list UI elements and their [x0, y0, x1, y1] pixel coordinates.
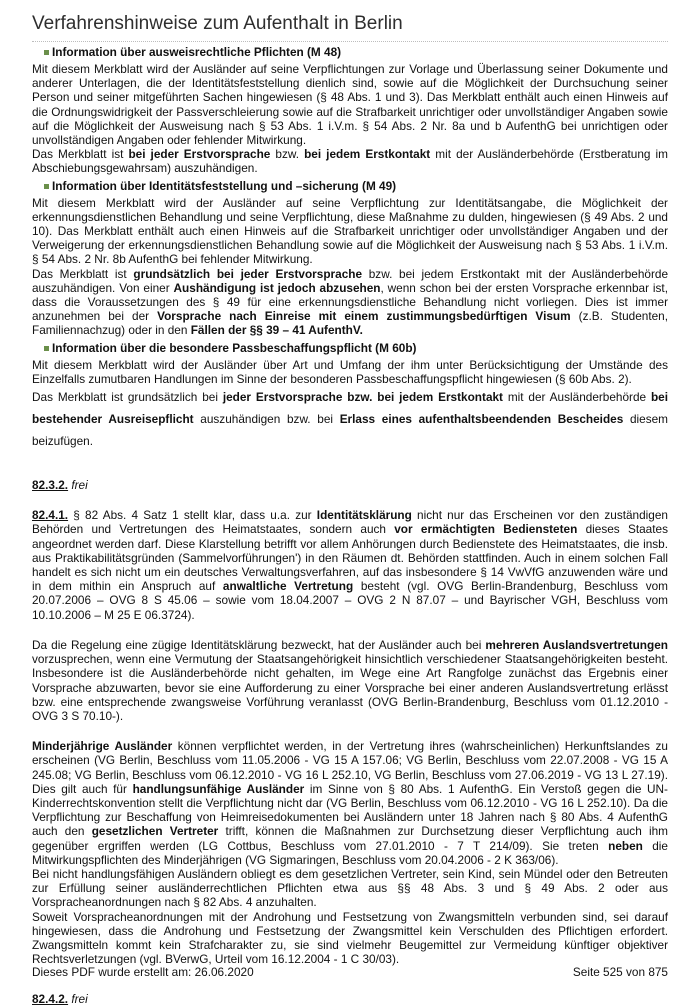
paragraph-m60b-2: Das Merkblatt ist grundsätzlich bei jeder Erstvorsprache bzw. bei jedem Erstkontakt mit der Ausländerbehörde bei bestehender Ausreisepflicht auszuhändigen bzw. bei Erlass eines aufenthaltsbeendenden Bescheides diesem beizufügen.	[32, 390, 668, 449]
page-footer	[32, 965, 668, 979]
paragraph-minderjaehrige: Minderjährige Ausländer können verpflichtet werden, in der Vertretung ihres (wahrscheinlichen) Herkunftslandes zu erscheinen (VG Berlin, Beschluss vom 11.05.2006 - VG 15 A 157.06; VG Berlin, Beschluss vom 22.07.2008 - VG 15 A 245.08; VG Berlin, Beschluss vom 06.12.2010 - VG 16 L 252.10, VG Berlin, Beschluss vom 27.06.2019 - VG 13 L 27.19). Dies gilt auch für handlungsunfähige Ausländer im Sinne von § 80 Abs. 1 AufenthG. Ein Verstoß gegen die UN-Kinderrechtskonvention stellt die Verpflichtung nicht dar (VG Berlin, Beschluss vom 06.12.2010 - VG 16 L 252.10). Da die Verpflichtung zur Beschaffung von Heimreisedokumenten bei Ausländern unter 18 Jahren nach § 80 Abs. 4 AufenthG auch den gesetzlichen Vertreter trifft, können die Maßnahmen zur Durchsetzung dieser Verpflichtung auch ihm gegenüber ergriffen werden (LG Cottbus, Beschluss vom 27.01.2010 - 7 T 214/09). Sie treten neben die Mitwirkungspflichten des Minderjährigen (VG Sigmaringen, Beschluss vom 20.04.2006 - 2 K 363/06).	[32, 739, 668, 867]
document-page	[32, 12, 668, 1007]
section-82-4-1: 82.4.1. § 82 Abs. 4 Satz 1 stellt klar, dass u.a. zur Identitätsklärung nicht nur das Erscheinen vor den zuständigen Behörden und Vertretungen des Heimatstaates, sondern auch vor ermächtigten Bediensteten dieses Staates angeordnet werden darf. Diese Klarstellung betrifft vor allem Anhörungen durch Bedienstete des Heimatstaates, die insb. aus Praktikabilitätsgründen (Sammelvorführungen') in den Räumen dt. Behörden stattfinden. Auch in einem solchen Fall handelt es sich nicht um ein deutsches Verwaltungsverfahren, auf das insbesondere § 14 VwVfG anzuwenden wäre und in dem mithin ein Anspruch auf anwaltliche Vertretung besteht (vgl. OVG Berlin-Brandenburg, Beschluss vom 20.07.2006 – OVG 8 S 45.06 – sowie vom 18.04.2007 – OVG 2 N 87.07 – und Bayrischer VGH, Beschluss vom 10.10.2006 – M 25 E 06.3724).	[32, 508, 669, 622]
paragraph-m49-1: Mit diesem Merkblatt wird der Ausländer auf seine Verpflichtung zur Identitätsangabe, die Möglichkeit der erkennungsdienstlichen Behandlung und seine Verpflichtung, diese Maßnahme zu dulden, hingewiesen (§ 49 Abs. 2 und 10). Das Merkblatt enthält auch einen Hinweis auf die Strafbarkeit unrichtiger oder unvollständiger Angaben und der Verweigerung der erkennungsdienstlichen Behandlung sowie auf die Möglichkeit der Ausweisung nach § 53 Abs. 1 i.V.m. § 54 Abs. 2 Nr. 8b AufenthG bei fehlender Mitwirkung.	[32, 195, 668, 267]
paragraph-m48-2: Das Merkblatt ist bei jeder Erstvorsprache bzw. bei jedem Erstkontakt mit der Ausländerbehörde (Erstberatung im Abschiebungsgewahrsam) auszuhändigen.	[32, 147, 668, 176]
paragraph-m60b-1: Mit diesem Merkblatt wird der Ausländer über Art und Umfang der ihm unter Berücksichtigung der Umstände des Einzelfalls zumutbaren Handlungen im Sinne der besonderen Passbeschaffungspflicht hingewiesen (§ 60b Abs. 2).	[32, 357, 668, 386]
footer-page-number: Seite 525 von 875	[572, 965, 668, 979]
section-heading-m48: Information über ausweisrechtliche Pflichten (M 48)	[44, 45, 668, 60]
bullet-icon	[44, 184, 49, 189]
section-heading-m49: Information über Identitätsfeststellung und –sicherung (M 49)	[44, 179, 668, 194]
page-title: Verfahrenshinweise zum Aufenthalt in Berlin	[32, 12, 668, 42]
paragraph-m49-2: Das Merkblatt ist grundsätzlich bei jeder Erstvorsprache bzw. bei jedem Erstkontakt mit der Ausländerbehörde auszuhändigen. Von einer Aushändigung ist jedoch abzusehen, wenn schon bei der ersten Vorsprache erkennbar ist, dass die Voraussetzungen des § 49 für eine erkennungsdienstliche Behandlung nicht vorliegen. Dies ist immer anzunehmen bei der Vorsprache nach Einreise mit einem zustimmungsbedürftigen Visum (z.B. Studenten, Familiennachzug) oder in den Fällen der §§ 39 – 41 AufenthV.	[32, 266, 669, 338]
paragraph-auslandsvertretungen: Da die Regelung eine zügige Identitätsklärung bezweckt, hat der Ausländer auch bei mehreren Auslandsvertretungen vorzusprechen, wenn eine Vermutung der Staatsangehörigkeit hinsichtlich verschiedener Staatsangehörigkeiten besteht. Insbesondere ist die Ausländerbehörde nicht gehalten, im Wege eine Art Rangfolge zunächst das Ergebnis einer Vorsprache abzuwarten, bevor sie eine Aufforderung zu einer Vorsprache bei einer anderen Auslandsvertretung erlässt bzw. eine entsprechende zwangsweise Vorführung veranlasst (OVG Berlin-Brandenburg, Beschluss vom 01.12.2010 - OVG 3 S 70.10-).	[32, 637, 668, 723]
section-82-4-2: 82.4.2. frei	[32, 992, 88, 1007]
bullet-icon	[44, 50, 49, 55]
paragraph-vertreter: Bei nicht handlungsfähigen Ausländern obliegt es dem gesetzlichen Vertreter, sein Kind, sein Mündel oder den Betreuten zur Erfüllung seiner ausländerrechtlichen Pflichten etwa aus §§ 48 Abs. 3 und § 49 Abs. 2 oder aus Vorspracheanordnungen nach § 82 Abs. 4 anzuhalten.	[32, 866, 668, 910]
section-heading-m60b: Information über die besondere Passbeschaffungspflicht (M 60b)	[44, 341, 668, 356]
bullet-icon	[44, 346, 49, 351]
footer-created-date: Dieses PDF wurde erstellt am: 26.06.2020	[32, 965, 254, 979]
section-82-3-2: 82.3.2. frei	[32, 478, 88, 493]
paragraph-m48-1: Mit diesem Merkblatt wird der Ausländer auf seine Verpflichtungen zur Vorlage und Überlassung seiner Dokumente und anderer Unterlagen, die der Identitätsfeststellung dienlich sind, sowie auf die Möglichkeit der Durchsuchung seiner Person und seiner mitgeführten Sachen hingewiesen (§ 48 Abs. 1 und 3). Das Merkblatt enthält auch einen Hinweis auf die Ordnungswidrigkeit der Passverschleierung sowie auf die Strafbarkeit unrichtiger oder unvollständiger Angaben sowie auf die Möglichkeit der Ausweisung nach § 53 Abs. 1 i.V.m. § 54 Abs. 2 Nr. 8a und b AufenthG bei unrichtigen oder unvollständigen Angaben oder fehlender Mitwirkung.	[32, 62, 668, 148]
paragraph-zwangsmittel: Soweit Vorspracheanordnungen mit der Androhung und Festsetzung von Zwangsmitteln verbunden sind, sei darauf hingewiesen, dass die Androhung und Festsetzung der Zwangsmittel kein Verschulden des Pflichtigen erfordert. Zwangsmitteln kommt kein Strafcharakter zu, sie sind vielmehr Beugemittel zur Vermeidung künftiger objektiver Rechtsverletzungen (vgl. BVerwG, Urteil vom 16.12.2004 - 1 C 30/03).	[32, 909, 668, 967]
